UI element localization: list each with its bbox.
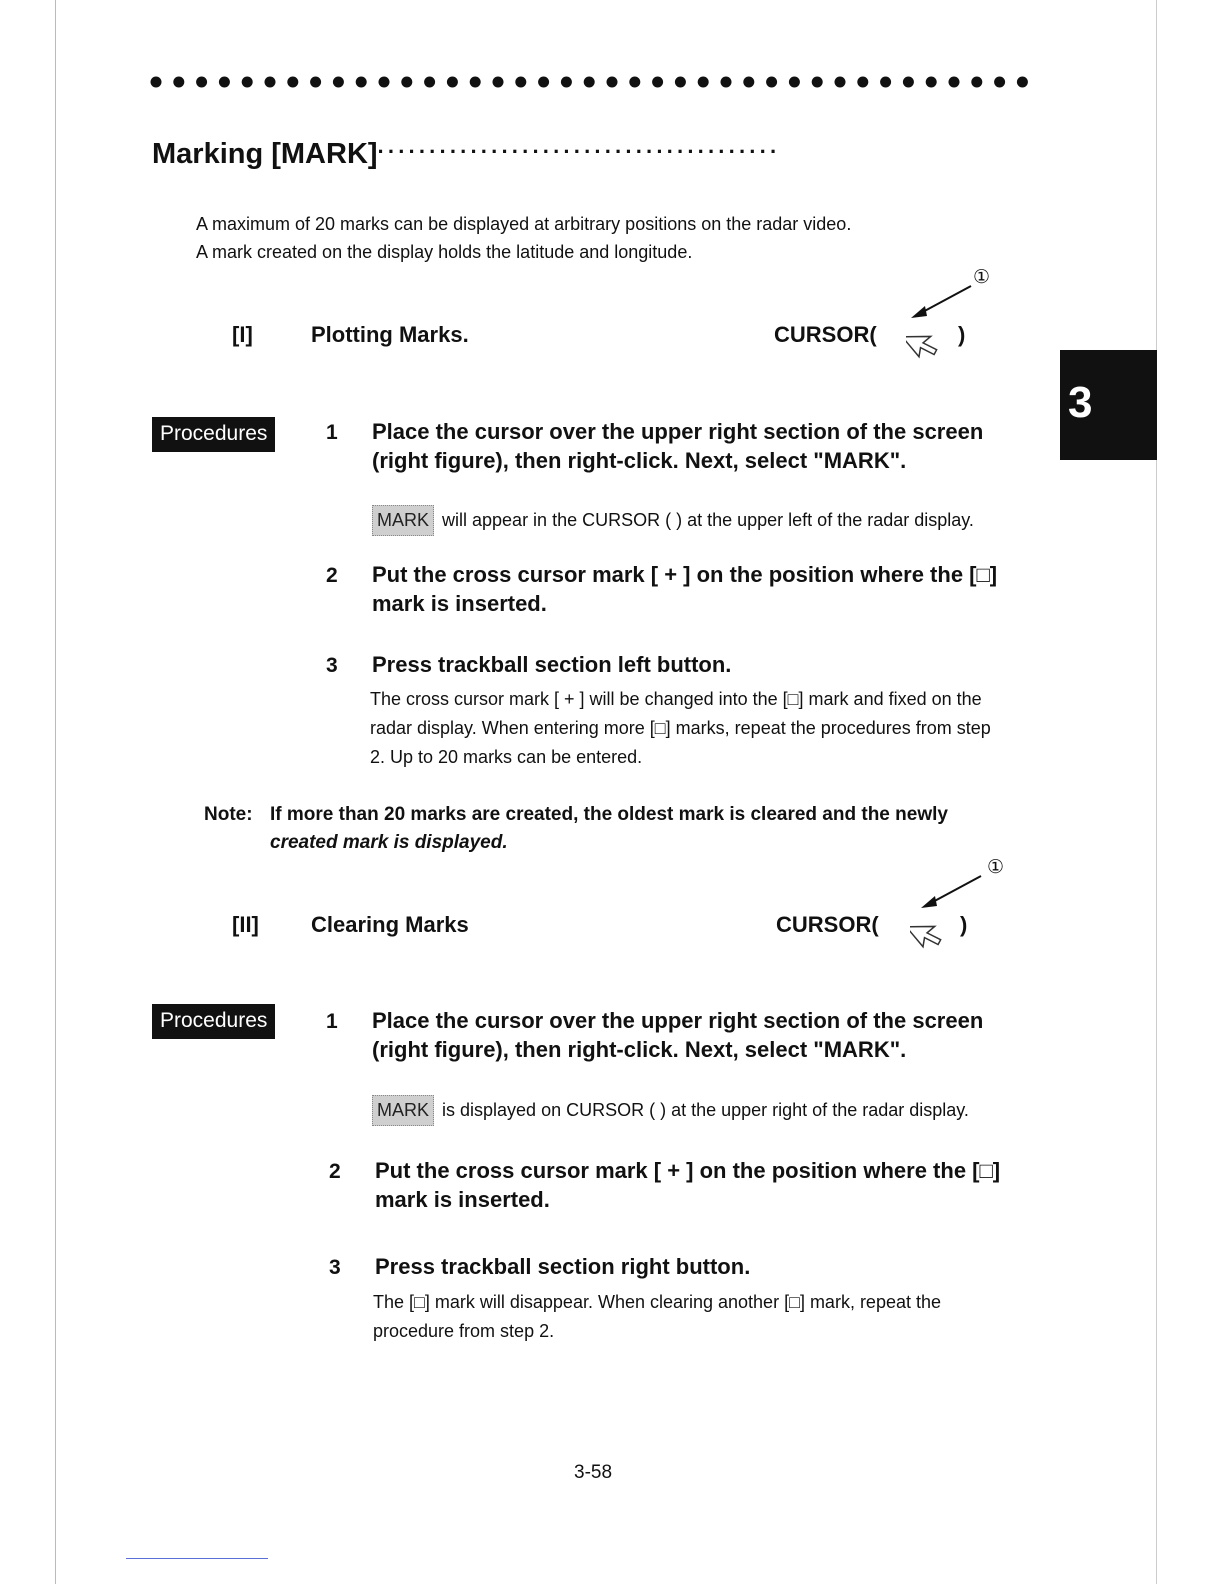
intro-line-1: A maximum of 20 marks can be displayed at arbitrary positions on the radar video.: [196, 214, 852, 234]
step-heading-line: mark is inserted.: [375, 1187, 550, 1212]
decorative-dot: [607, 77, 618, 88]
decorative-dot: [333, 77, 344, 88]
decorative-dot: [424, 77, 435, 88]
decorative-dot: [265, 77, 276, 88]
note-line: If more than 20 marks are created, the oldest mark is cleared and the newly: [270, 804, 948, 825]
decorative-dot: [173, 77, 184, 88]
step-body: [372, 1095, 969, 1126]
step-body-text: will appear in the CURSOR ( ) at the upper left of the radar display.: [442, 510, 974, 530]
decorative-dot: [242, 77, 253, 88]
decorative-dot: [493, 77, 504, 88]
decorative-dot: [698, 77, 709, 88]
section-number: [II]: [232, 912, 259, 937]
step-heading: Press trackball section left button.: [372, 652, 732, 677]
decorative-dot: [857, 77, 868, 88]
decorative-dot: [310, 77, 321, 88]
section-number: [I]: [232, 322, 253, 347]
decorative-dot: [219, 77, 230, 88]
step-body: [372, 505, 974, 536]
step-heading: [372, 417, 983, 475]
decorative-dot: [379, 77, 390, 88]
decorative-dot: [743, 77, 754, 88]
decorative-dot: [470, 77, 481, 88]
step-heading-line: Place the cursor over the upper right section of the screen: [372, 1008, 984, 1033]
decorative-dot: [401, 77, 412, 88]
decorative-dot: [675, 77, 686, 88]
cursor-label: CURSOR(: [776, 912, 879, 937]
step-heading: [375, 1156, 1000, 1214]
note-text: [270, 801, 948, 857]
step-number: 1: [326, 421, 338, 444]
decorative-dot: [994, 77, 1005, 88]
note-label: Note:: [204, 804, 253, 825]
decorative-dot: [949, 77, 960, 88]
page-title-text: Marking [MARK]: [152, 138, 378, 170]
step-heading: [372, 560, 997, 618]
step-number: 2: [329, 1160, 341, 1183]
title-dot-leader: ·······································: [377, 139, 781, 164]
step-number: 2: [326, 564, 338, 587]
intro-line-2: A mark created on the display holds the latitude and longitude.: [196, 242, 693, 262]
step-heading-line: Put the cross cursor mark [ + ] on the position where the [□]: [372, 562, 998, 587]
scan-border-left: [55, 0, 56, 1584]
step-heading: Press trackball section right button.: [375, 1254, 751, 1279]
step-body-line: 2. Up to 20 marks can be entered.: [370, 747, 643, 767]
decorative-dot: [629, 77, 640, 88]
step-body-line: The [□] mark will disappear. When clearing another [□] mark, repeat the: [373, 1292, 942, 1312]
step-heading: [372, 1006, 983, 1064]
decorative-dot: [1017, 77, 1028, 88]
step-body-line: radar display. When entering more [□] marks, repeat the procedures from step: [370, 718, 991, 738]
step-number: 3: [326, 654, 338, 677]
step-heading-line: (right figure), then right-click. Next, select "MARK".: [372, 448, 907, 473]
decorative-dot: [196, 77, 207, 88]
step-heading-line: mark is inserted.: [372, 591, 547, 616]
step-body-text: is displayed on CURSOR ( ) at the upper right of the radar display.: [442, 1100, 969, 1120]
mark-menu-chip: MARK: [372, 1095, 434, 1126]
chapter-tab: [1060, 350, 1157, 460]
procedures-badge: Procedures: [152, 417, 275, 452]
decorative-dot: [287, 77, 298, 88]
step-body: [370, 685, 991, 772]
mouse-pointer-icon: [910, 912, 950, 958]
decorative-dot: [561, 77, 572, 88]
callout-number: ①: [987, 856, 1005, 878]
mouse-pointer-icon: [906, 322, 946, 368]
step-body-line: procedure from step 2.: [373, 1321, 555, 1341]
step-heading-line: Put the cross cursor mark [ + ] on the position where the [□]: [375, 1158, 1001, 1183]
scan-border-right: [1156, 0, 1157, 1584]
decorative-dot-row: [148, 70, 1038, 94]
callout-number: ①: [973, 266, 991, 288]
callout-arrow-icon: [905, 282, 975, 322]
step-body-line: The cross cursor mark [ + ] will be changed into the [□] mark and fixed on the: [370, 689, 982, 709]
decorative-dot: [151, 77, 162, 88]
cursor-label: CURSOR(: [774, 322, 877, 347]
chapter-number: 3: [1068, 378, 1093, 427]
step-body: [373, 1288, 941, 1346]
mark-menu-chip: MARK: [372, 505, 434, 536]
decorative-dot: [721, 77, 732, 88]
callout-arrow-icon: [915, 872, 985, 912]
decorative-dot: [584, 77, 595, 88]
decorative-dot: [971, 77, 982, 88]
step-heading-line: (right figure), then right-click. Next, select "MARK".: [372, 1037, 907, 1062]
decorative-dot: [766, 77, 777, 88]
step-number: 1: [326, 1010, 338, 1033]
step-heading-line: Place the cursor over the upper right section of the screen: [372, 419, 984, 444]
section-title: Plotting Marks.: [311, 322, 469, 347]
decorative-dot: [880, 77, 891, 88]
decorative-dot: [652, 77, 663, 88]
decorative-dot: [812, 77, 823, 88]
section-title: Clearing Marks: [311, 912, 469, 937]
decorative-dot: [515, 77, 526, 88]
decorative-dot: [835, 77, 846, 88]
decorative-dot: [356, 77, 367, 88]
procedures-badge: Procedures: [152, 1004, 275, 1039]
decorative-dot: [538, 77, 549, 88]
step-number: 3: [329, 1256, 341, 1279]
page-title: [152, 138, 780, 171]
decorative-dot: [903, 77, 914, 88]
footer-rule: [126, 1558, 268, 1559]
page-number: 3-58: [574, 1462, 613, 1483]
decorative-dot: [447, 77, 458, 88]
decorative-dot: [789, 77, 800, 88]
note-line: created mark is displayed.: [270, 832, 508, 853]
decorative-dot: [926, 77, 937, 88]
cursor-label-close: ): [958, 322, 966, 347]
cursor-label-close: ): [960, 912, 968, 937]
